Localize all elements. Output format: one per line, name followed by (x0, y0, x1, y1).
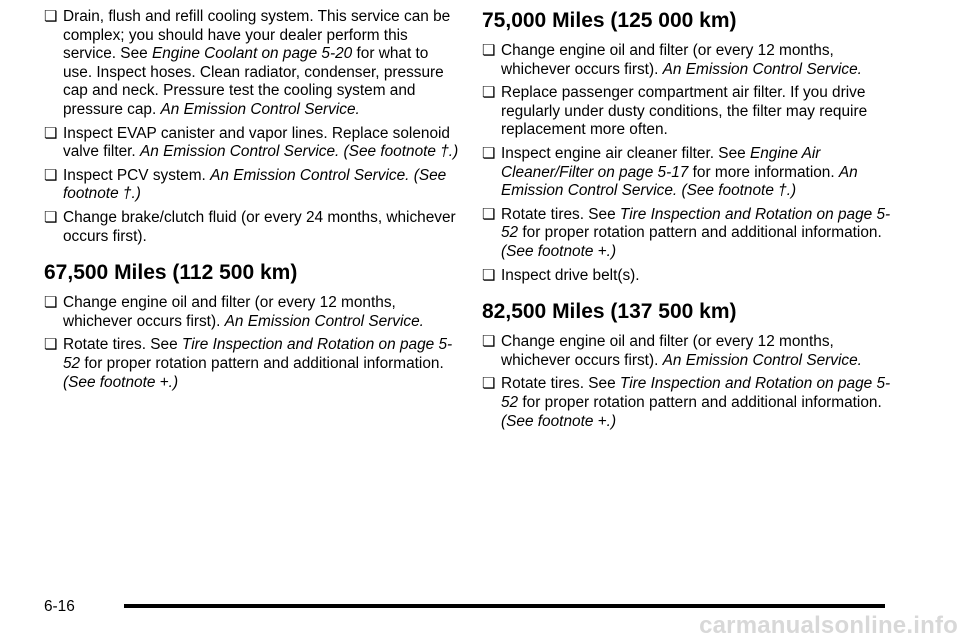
checklist-item (482, 145, 898, 201)
item-reference-text: Tire Inspection and Rotation on page 5-52 (501, 205, 891, 242)
checkbox-icon: ❏ (482, 42, 496, 59)
section-heading-82500: 82,500 Miles (137 500 km) (482, 300, 737, 324)
item-text: for what to use. Inspect hoses. Clean radiator, condenser, pressure cap and neck. Pressure test the cooling system and pressure cap. (63, 45, 444, 118)
item-reference-text: Tire Inspection and Rotation on page 5-52 (63, 336, 453, 372)
section-list-67500 (44, 294, 460, 392)
section-heading-75000: 75,000 Miles (125 000 km) (482, 9, 737, 32)
item-text: Change brake/clutch fluid (or every 24 months, whichever occurs first). (63, 208, 456, 245)
checkbox-icon: ❏ (482, 84, 496, 102)
checklist-item (44, 294, 460, 331)
checkbox-icon: ❏ (44, 8, 58, 25)
checkbox-icon: ❏ (482, 266, 496, 284)
checkbox-icon: ❏ (44, 166, 58, 184)
checklist-item (482, 42, 898, 79)
item-reference-text: An Emission Control Service. (662, 351, 862, 369)
item-text: Rotate tires. See (501, 205, 620, 223)
item-text: Drain, flush and refill cooling system. This service can be complex; you should have your dealer perform this service. See (63, 8, 451, 63)
checklist-item (44, 167, 460, 204)
item-text: for more information. (688, 163, 839, 181)
item-reference-text: An Emission Control Service. (662, 60, 862, 78)
item-reference-text: An Emission Control Service. (160, 100, 360, 118)
checkbox-icon: ❏ (482, 375, 496, 393)
item-reference-text: (See footnote +.) (501, 242, 617, 260)
item-reference-text: Engine Coolant on page 5-20 (151, 45, 353, 63)
watermark: carmanualsonline.info (699, 612, 958, 639)
page-number: 6-16 (44, 598, 75, 615)
item-reference-text: (See footnote +.) (501, 412, 617, 430)
checkbox-icon: ❏ (482, 333, 496, 351)
checklist-item (482, 333, 898, 370)
checkbox-icon: ❏ (44, 294, 58, 312)
checklist-item (44, 209, 460, 246)
section-heading-67500: 67,500 Miles (112 500 km) (44, 261, 298, 285)
item-reference-text: An Emission Control Service. (See footnote †.) (63, 166, 447, 203)
item-text: Rotate tires. See (501, 375, 620, 393)
checklist-item (482, 375, 898, 431)
item-text: Replace passenger compartment air filter. If you drive regularly under dusty conditions, the filter may require replacement more often. (501, 84, 868, 139)
checkbox-icon: ❏ (44, 208, 58, 226)
item-text: Change engine oil and filter (or every 12 months, whichever occurs first). (501, 42, 834, 78)
item-text: Inspect EVAP canister and vapor lines. Replace solenoid valve filter. (63, 124, 450, 161)
item-text: for proper rotation pattern and additional information. (518, 393, 882, 411)
item-text: Change engine oil and filter (or every 12 months, whichever occurs first). (501, 333, 834, 369)
item-text: for proper rotation pattern and additional information. (518, 224, 882, 242)
checkbox-icon: ❏ (482, 205, 496, 223)
item-text: Change engine oil and filter (or every 12 months, whichever occurs first). (63, 294, 396, 330)
checklist-item (44, 336, 460, 392)
checklist-item (482, 267, 898, 286)
item-reference-text: Tire Inspection and Rotation on page 5-52 (501, 375, 891, 411)
right-column (482, 8, 898, 436)
left-column (44, 8, 460, 397)
item-reference-text: An Emission Control Service. (See footnote †.) (501, 163, 858, 200)
item-text: for proper rotation pattern and additional information. (80, 354, 444, 372)
item-reference-text: An Emission Control Service. (See footnote †.) (139, 143, 459, 161)
item-text: Inspect drive belt(s). (501, 266, 640, 284)
checkbox-icon: ❏ (482, 144, 496, 162)
item-reference-text: Engine Air Cleaner/Filter on page 5-17 (501, 144, 821, 181)
item-text: Rotate tires. See (63, 336, 182, 354)
left-top-list (44, 8, 460, 246)
checkbox-icon: ❏ (44, 124, 58, 142)
checklist-item (44, 8, 460, 120)
footer-rule (124, 604, 885, 608)
checkbox-icon: ❏ (44, 336, 58, 354)
item-reference-text: An Emission Control Service. (224, 312, 424, 330)
item-text: Inspect PCV system. (63, 166, 211, 184)
checklist-item (482, 84, 898, 140)
item-text: Inspect engine air cleaner filter. See (501, 144, 750, 162)
checklist-item (44, 125, 460, 162)
item-reference-text: (See footnote +.) (63, 373, 179, 391)
section-list-82500 (482, 333, 898, 431)
section-list-75000 (482, 42, 898, 285)
checklist-item (482, 206, 898, 262)
